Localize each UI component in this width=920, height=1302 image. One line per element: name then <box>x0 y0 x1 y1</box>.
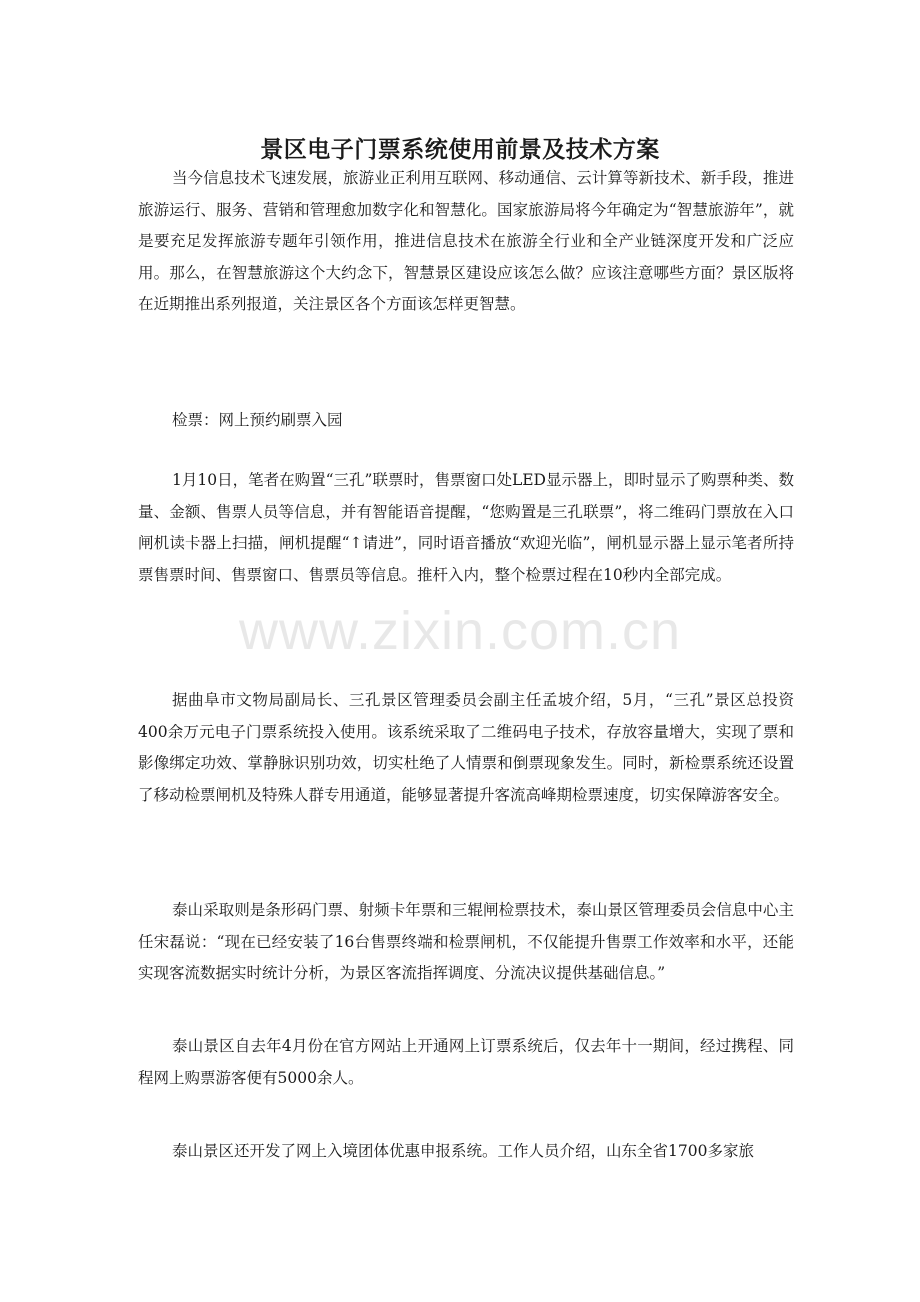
paragraph-qufu-system: 据曲阜市文物局副局长、三孔景区管理委员会副主任孟坡介绍，5月，“三孔”景区总投资400余万元电子门票系统投入使用。该系统采取了二维码电子技术，存放容量增大，实现了票和影像绑定功效、掌静脉识别功效，切实杜绝了人情票和倒票现象发生。同时，新检票系统还设置了移动检票闸机及特殊人群专用通道，能够显著提升客流高峰期检票速度，切实保障游客安全。 <box>138 691 794 804</box>
paragraph-sankong-ticket: 1月10日，笔者在购置“三孔”联票时，售票窗口处LED显示器上，即时显示了购票种类、数量、金额、售票人员等信息，并有智能语音提醒，“您购置是三孔联票”，将二维码门票放在入口闸机读卡器上扫描，闸机提醒“↑请进”，同时语音播放“欢迎光临”，闸机显示器上显示笔者所持票售票时间、售票窗口、售票员等信息。推杆入内，整个检票过程在10秒内全部完成。 <box>138 471 794 584</box>
section-heading-ticket-check: 检票：网上预约刷票入园 <box>172 411 343 429</box>
paragraph-intro: 当今信息技术飞速发展，旅游业正利用互联网、移动通信、云计算等新技术、新手段，推进旅游运行、服务、营销和管理愈加数字化和智慧化。国家旅游局将今年确定为“智慧旅游年”，就是要充足发挥旅游专题年引领作用，推进信息技术在旅游全行业和全产业链深度开发和广泛应用。那么，在智慧旅游这个大约念下，智慧景区建设应该怎么做？应该注意哪些方面？景区版将在近期推出系列报道，关注景区各个方面该怎样更智慧。 <box>138 169 794 313</box>
paragraph-taishan-group-system: 泰山景区还开发了网上入境团体优惠申报系统。工作人员介绍，山东全省1700多家旅 <box>172 1142 754 1160</box>
paragraph-taishan-online-booking: 泰山景区自去年4月份在官方网站上开通网上订票系统后，仅去年十一期间，经过携程、同程网上购票游客便有5000余人。 <box>138 1037 794 1087</box>
watermark: www.zixin.com.cn <box>238 601 682 661</box>
paragraph-taishan-technology: 泰山采取则是条形码门票、射频卡年票和三辊闸检票技术，泰山景区管理委员会信息中心主任宋磊说：“现在已经安装了16台售票终端和检票闸机，不仅能提升售票工作效率和水平，还能实现客流数据实时统计分析，为景区客流指挥调度、分流决议提供基础信息。” <box>138 901 794 982</box>
document-title: 景区电子门票系统使用前景及技术方案 <box>260 136 660 164</box>
